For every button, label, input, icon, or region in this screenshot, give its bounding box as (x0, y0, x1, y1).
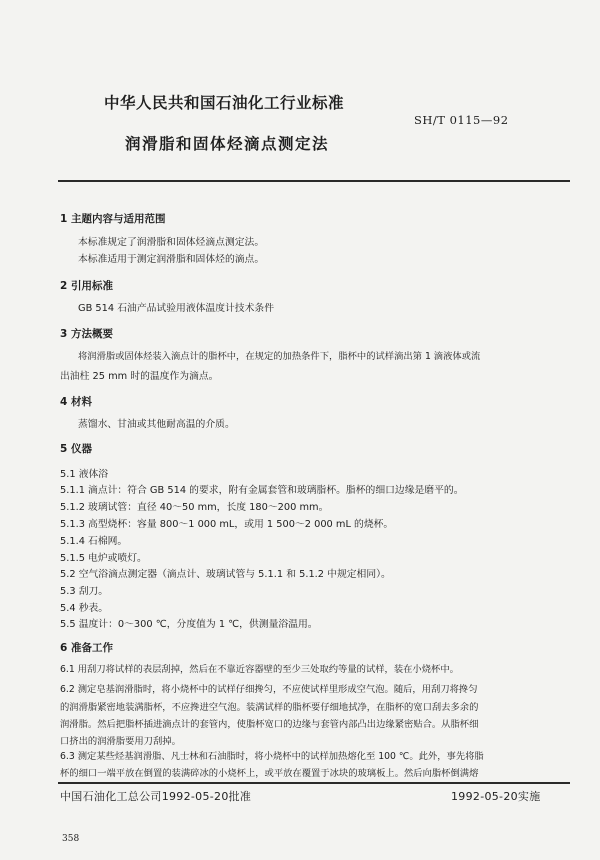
paragraph-line: 6.2 测定皂基润滑脂时，将小烧杯中的试样仔细搀匀，不应使试样里形成空气泡。随后，用刮刀将搀匀 (60, 684, 478, 695)
paragraph-line: 口挤出的润滑脂要用刀刮掉。 (60, 736, 181, 747)
list-item: 5.2 空气浴滴点测定器（滴点计、玻璃试管与 5.1.1 和 5.1.2 中规定相同）。 (60, 569, 391, 580)
page-number: 358 (62, 834, 80, 844)
approval-date: 中国石油化工总公司1992-05-20批准 (60, 790, 252, 803)
list-item: 5.1 液体浴 (60, 469, 109, 480)
paragraph-line: 润滑脂。然后把脂杯插进滴点计的套管内，使脂杯宽口的边缘与套管内部凸出边缘紧密贴合。从脂杯细 (60, 719, 479, 730)
list-item: 5.1.2 玻璃试管：直径 40～50 mm，长度 180～200 mm。 (60, 502, 329, 513)
section-3-heading: 3 方法概要 (60, 328, 113, 340)
list-item: 5.1.4 石棉网。 (60, 536, 128, 547)
list-item: 5.1.3 高型烧杯：容量 800～1 000 mL，或用 1 500～2 000 mL 的烧杯。 (60, 519, 394, 530)
paragraph-line: 杯的细口一端平放在倒置的装满碎冰的小烧杯上，或平放在覆置于冰块的玻璃板上。然后向脂杯倒满熔 (60, 768, 479, 779)
section-6-heading: 6 准备工作 (60, 642, 113, 654)
section-2-paragraph: GB 514 石油产品试验用液体温度计技术条件 (78, 303, 274, 314)
section-2-heading: 2 引用标准 (60, 280, 113, 292)
standard-title: 中华人民共和国石油化工行业标准 (104, 94, 345, 112)
paragraph-line: 的润滑脂紧密地装满脂杯，不应搀进空气泡。装满试样的脂杯要仔细地拭净，在脂杯的宽口刮去多余的 (60, 702, 479, 713)
section-1-paragraph: 本标准适用于测定润滑脂和固体烃的滴点。 (78, 254, 265, 265)
list-item: 5.4 秒表。 (60, 603, 109, 614)
footer-rule (58, 782, 570, 784)
standard-code: SH/T 0115—92 (414, 113, 509, 127)
list-item: 5.1.5 电炉或喷灯。 (60, 553, 147, 564)
effective-date: 1992-05-20实施 (451, 790, 541, 803)
section-5-heading: 5 仪器 (60, 443, 92, 455)
paragraph-line: 6.3 测定某些烃基润滑脂、凡士林和石油脂时，将小烧杯中的试样加热熔化至 100 ℃。此外，事先将脂 (60, 751, 484, 762)
paragraph-line: 6.1 用刮刀将试样的表层刮掉，然后在不靠近容器壁的至少三处取约等量的试样，装在小烧杯中。 (60, 664, 459, 675)
section-3-paragraph: 出油柱 25 mm 时的温度作为滴点。 (60, 371, 219, 382)
document-title: 润滑脂和固体烃滴点测定法 (125, 135, 330, 153)
section-1-paragraph: 本标准规定了润滑脂和固体烃滴点测定法。 (78, 237, 265, 248)
list-item: 5.1.1 滴点计：符合 GB 514 的要求，附有金属套管和玻璃脂杯。脂杯的细口边缘是磨平的。 (60, 485, 464, 496)
section-3-paragraph: 将润滑脂或固体烃装入滴点计的脂杯中，在规定的加热条件下，脂杯中的试样滴出第 1 滴液体或流 (78, 351, 481, 362)
list-item: 5.3 刮刀。 (60, 586, 109, 597)
section-1-heading: 1 主题内容与适用范围 (60, 213, 166, 225)
section-4-paragraph: 蒸馏水、甘油或其他耐高温的介质。 (78, 419, 235, 430)
list-item: 5.5 温度计：0～300 ℃，分度值为 1 ℃，供测量浴温用。 (60, 619, 318, 630)
header-rule (58, 180, 570, 182)
section-4-heading: 4 材料 (60, 396, 92, 408)
